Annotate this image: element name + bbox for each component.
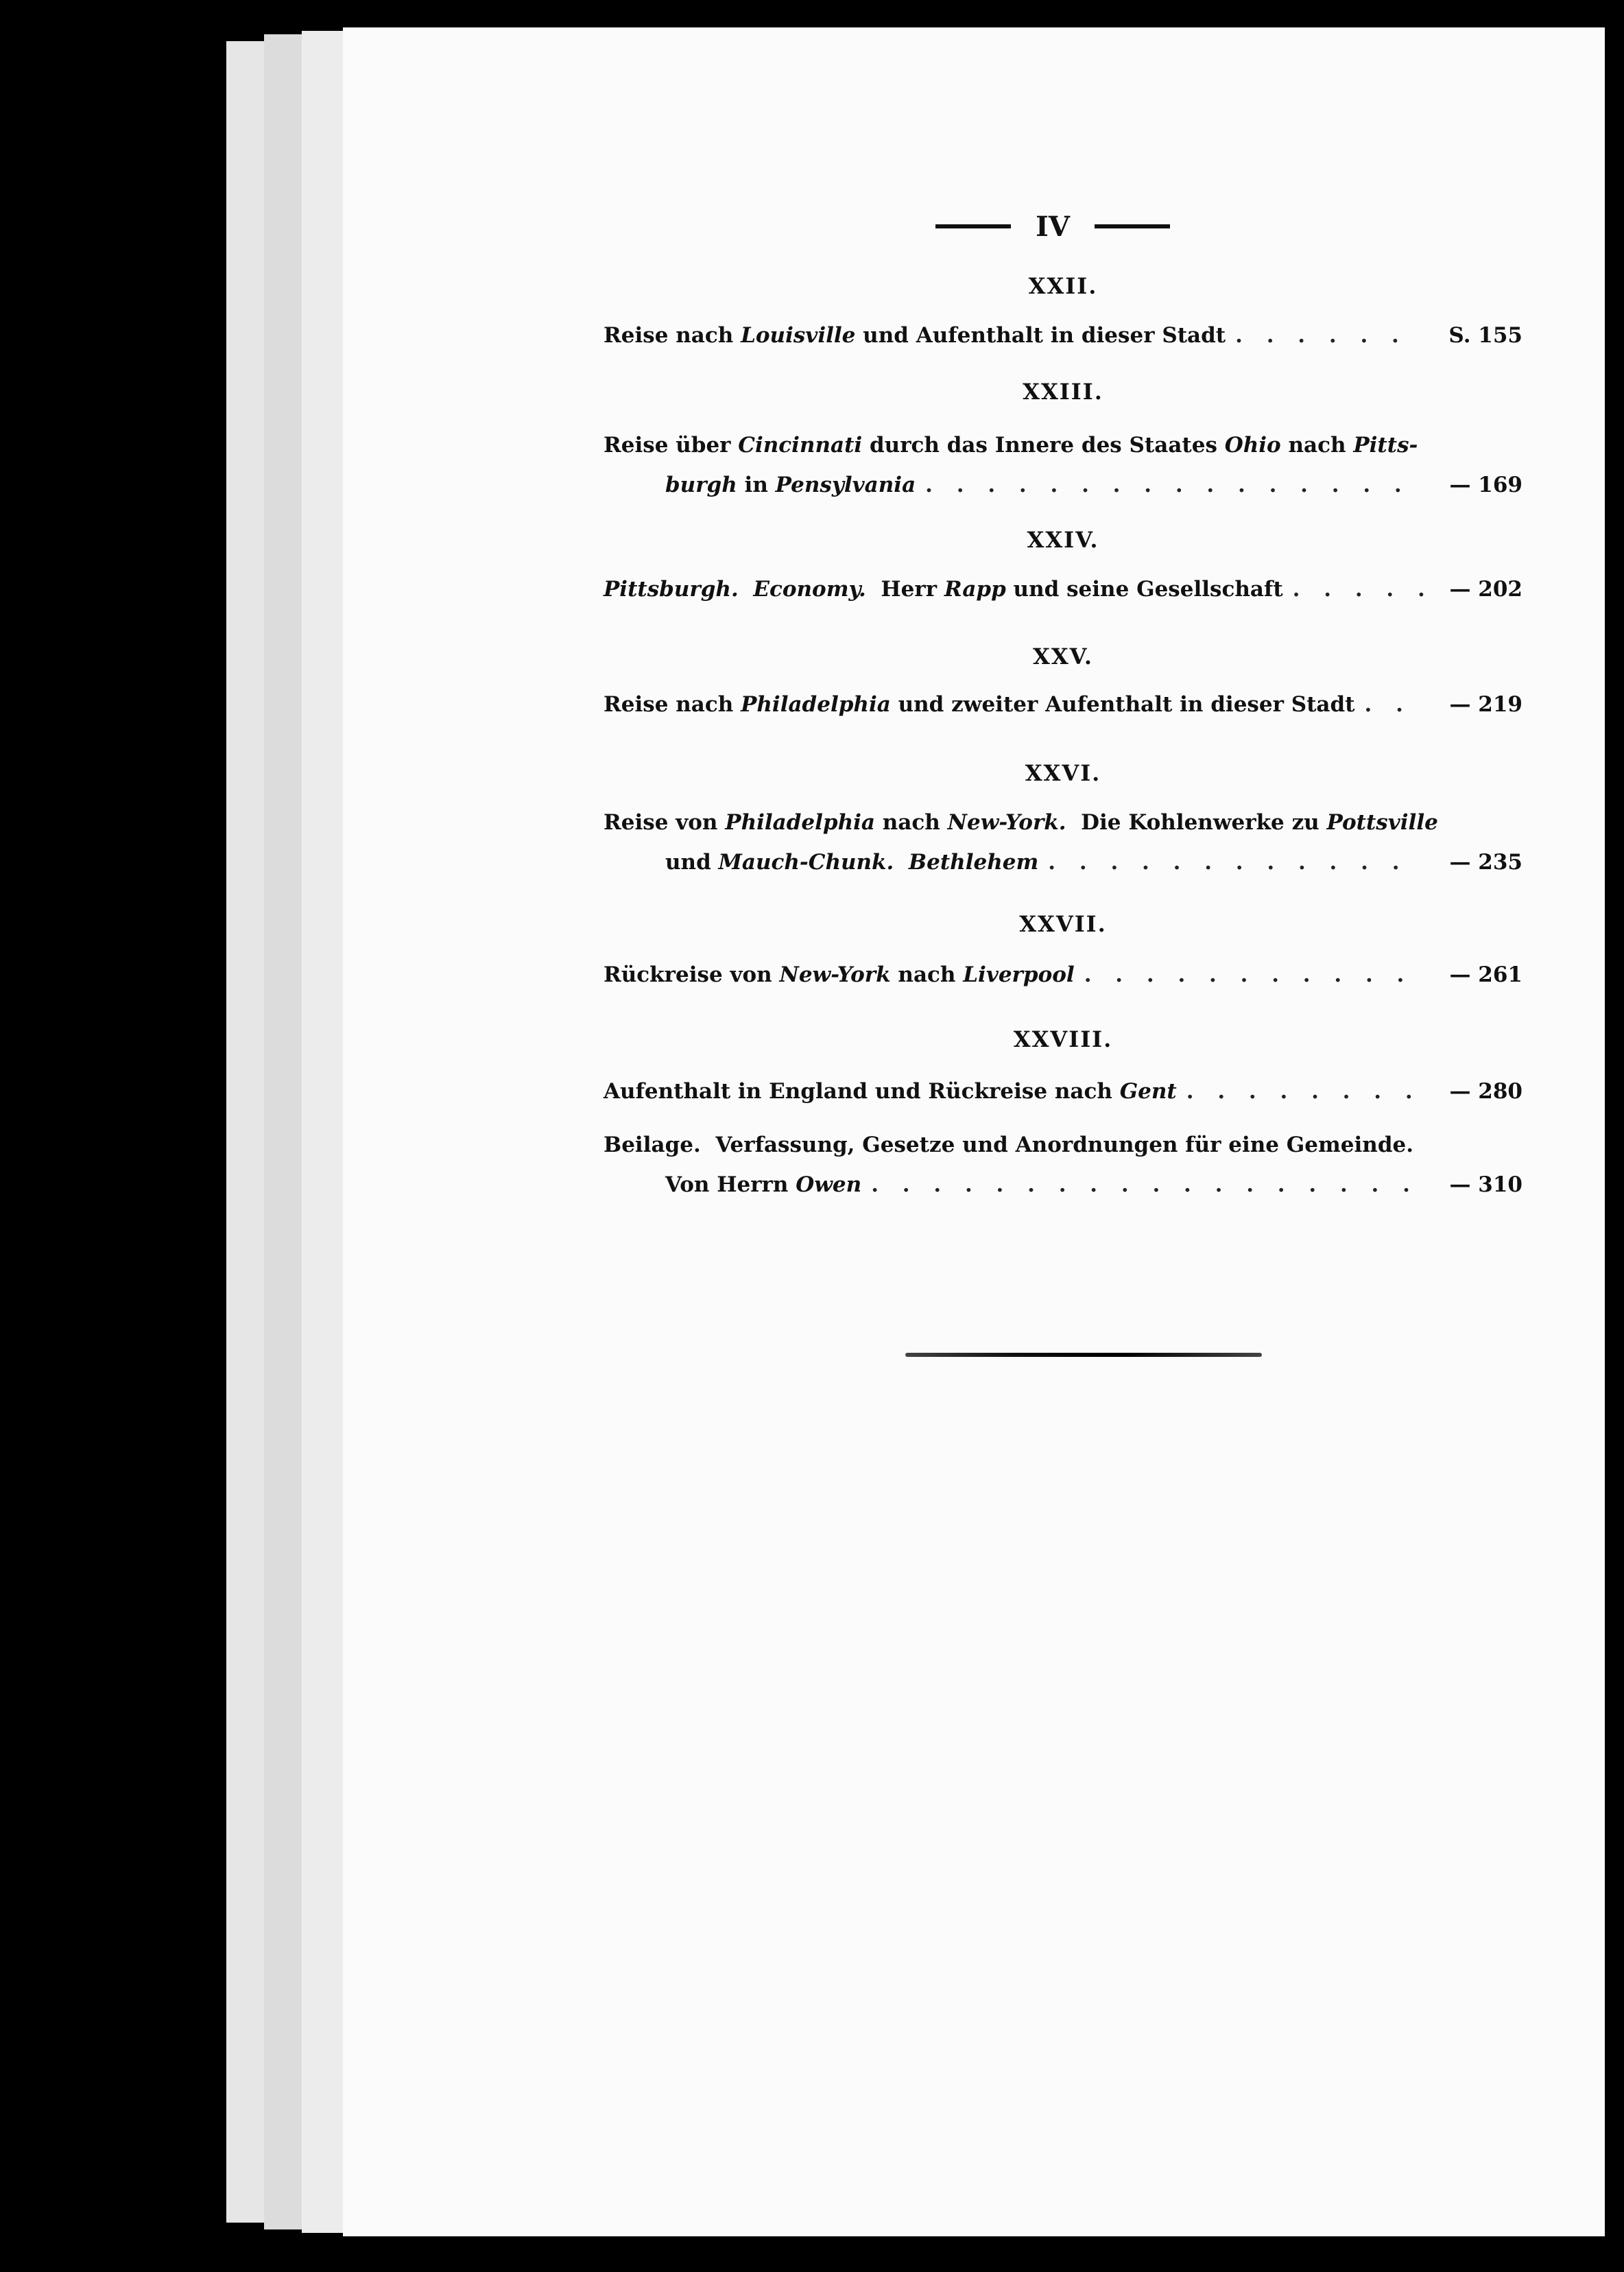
- page-edge: [264, 34, 305, 2229]
- toc-entry-line: [604, 955, 1522, 995]
- entry-title: [604, 803, 1438, 842]
- entry-title: [604, 1072, 1177, 1111]
- entry-title-text: und seine Gesellschaft: [1005, 577, 1283, 602]
- entry-title-italic: Pottsville: [1326, 810, 1438, 835]
- toc-entry-line: [604, 685, 1522, 724]
- entry-title-text: Reise nach: [604, 692, 741, 717]
- page-reference: — 310: [1449, 1172, 1522, 1197]
- toc-entry-line: [604, 1165, 1522, 1205]
- entry-title: [665, 465, 916, 505]
- entry-title: [604, 685, 1355, 724]
- page-reference: — 235: [1449, 850, 1522, 875]
- chapter-heading: XXIV.: [1027, 527, 1099, 553]
- chapter-heading: XXII.: [1028, 273, 1098, 299]
- entry-title-text: Reise nach: [604, 323, 741, 348]
- toc-entry: [604, 685, 1522, 724]
- dot-leader: [1048, 842, 1424, 882]
- dot-leader: [1293, 569, 1424, 609]
- entry-title-italic: Pensylvania: [775, 473, 916, 497]
- entry-title-italic: Louisville: [741, 323, 856, 348]
- entry-title-text: nach: [890, 962, 964, 987]
- entry-title: [604, 569, 1283, 609]
- toc-entry: [604, 955, 1522, 995]
- entry-title-italic: Mauch-Chunk.: [718, 850, 894, 875]
- chapter-heading: XXVI.: [1025, 760, 1101, 786]
- entry-title-italic: Bethlehem: [908, 850, 1039, 875]
- page-reference: — 169: [1449, 473, 1522, 497]
- header-rule-left: [935, 224, 1011, 228]
- entry-title-italic: Economy.: [753, 577, 866, 602]
- entry-title-text: [739, 577, 754, 602]
- dot-leader: [1186, 1072, 1424, 1111]
- dot-leader: [925, 465, 1424, 505]
- entry-title-text: und: [665, 850, 719, 875]
- entry-title-text: nach: [1280, 433, 1354, 458]
- entry-title: [665, 1165, 861, 1205]
- chapter-heading: XXV.: [1032, 643, 1094, 670]
- toc-entry-line: [604, 842, 1522, 882]
- page-number: IV: [1036, 210, 1070, 243]
- toc-entry: [604, 1125, 1522, 1205]
- entry-title-italic: Pitts-: [1353, 433, 1418, 458]
- entry-title-text: Aufenthalt in England und Rückreise nach: [604, 1079, 1120, 1104]
- entry-title-text: Reise von: [604, 810, 726, 835]
- page-edge: [226, 41, 267, 2223]
- entry-title-italic: Philadelphia: [741, 692, 891, 717]
- page-reference: — 261: [1449, 962, 1522, 987]
- entry-title-text: in: [737, 473, 776, 497]
- entry-title-italic: Ohio: [1224, 433, 1281, 458]
- dot-leader: [1365, 685, 1424, 724]
- entry-title-text: durch das Innere des Staates: [862, 433, 1225, 458]
- dot-leader: [871, 1165, 1424, 1205]
- page-reference: — 202: [1449, 577, 1522, 602]
- page-reference: S. 155: [1448, 323, 1522, 348]
- page-reference: — 219: [1449, 692, 1522, 717]
- entry-title-italic: New-York: [779, 962, 891, 987]
- entry-title-text: und zweiter Aufenthalt in dieser Stadt: [890, 692, 1355, 717]
- toc-entry: [604, 569, 1522, 609]
- toc-entry-line: [604, 569, 1522, 609]
- entry-title-italic: Philadelphia: [725, 810, 876, 835]
- entry-title-text: Rückreise von: [604, 962, 780, 987]
- entry-title-text: Reise über: [604, 433, 739, 458]
- toc-entry-line: [604, 465, 1522, 505]
- entry-title: [604, 316, 1226, 355]
- entry-title: [665, 842, 1038, 882]
- header-rule-right: [1095, 224, 1170, 228]
- entry-title: [604, 425, 1418, 465]
- dot-leader: [1235, 316, 1424, 355]
- entry-title-text: Die Kohlenwerke zu: [1066, 810, 1327, 835]
- entry-title-italic: New-York.: [947, 810, 1066, 835]
- page-reference: — 280: [1449, 1079, 1522, 1104]
- toc-entry-line: [604, 425, 1522, 465]
- entry-title-text: Von Herrn: [665, 1172, 796, 1197]
- page-header: [926, 206, 1180, 247]
- dot-leader: [1084, 955, 1424, 995]
- entry-title-italic: Rapp: [944, 577, 1006, 602]
- entry-title-text: Beilage. Verfassung, Gesetze und Anordnungen für eine Gemeinde.: [604, 1133, 1414, 1157]
- entry-title-italic: Liverpool: [963, 962, 1075, 987]
- toc-entry-line: [604, 316, 1522, 355]
- chapter-heading: XXVIII.: [1013, 1026, 1113, 1052]
- toc-entry: [604, 1072, 1522, 1111]
- entry-title-text: Herr: [865, 577, 944, 602]
- toc-entry: [604, 425, 1522, 505]
- entry-title-text: und Aufenthalt in dieser Stadt: [855, 323, 1226, 348]
- entry-title-italic: burgh: [665, 473, 737, 497]
- toc-entry-line: [604, 1072, 1522, 1111]
- chapter-heading: XXIII.: [1023, 379, 1103, 405]
- toc-entry: [604, 316, 1522, 355]
- entry-title-italic: Owen: [796, 1172, 862, 1197]
- toc-entry-line: [604, 1125, 1522, 1165]
- toc-entry: [604, 803, 1522, 882]
- entry-title: [604, 1125, 1413, 1165]
- entry-title: [604, 955, 1075, 995]
- chapter-heading: XXVII.: [1019, 911, 1107, 937]
- entry-title-italic: Gent: [1119, 1079, 1177, 1104]
- entry-title-italic: Cincinnati: [738, 433, 863, 458]
- toc-entry-line: [604, 803, 1522, 842]
- entry-title-italic: Pittsburgh.: [604, 577, 739, 602]
- entry-title-text: nach: [875, 810, 948, 835]
- closing-rule: [905, 1353, 1262, 1357]
- entry-title-text: [894, 850, 909, 875]
